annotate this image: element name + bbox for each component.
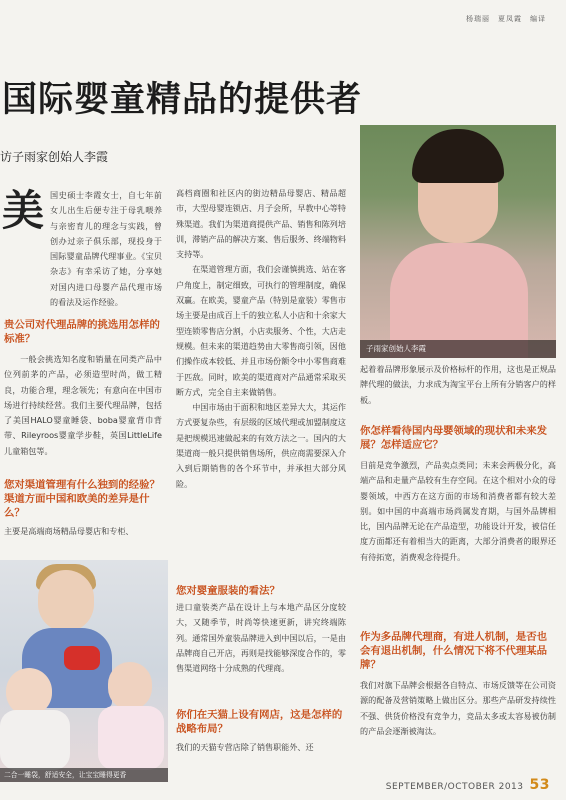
translator-credits: 杨瑞丽 夏凤霞 编译 <box>466 15 546 23</box>
answer-2-paragraph-start: 主要是高端商场精品母婴店和专柜、 <box>4 526 134 536</box>
article-title: 国际婴童精品的提供者 <box>2 80 363 120</box>
question-2 <box>4 478 162 520</box>
sleep-sack-left <box>0 710 70 770</box>
column-3-part-2 <box>360 458 556 565</box>
question-3 <box>176 584 346 598</box>
answer-6-paragraph: 我们对旗下品牌会根据各自特点、市场反馈等在公司资源的配备及营销策略上做出区分。那些产品研发持续性不强、供货价格没有竞争力，竞品太多或太容易被仿制的产品会逐渐被淘汰。 <box>360 680 556 736</box>
answer-3-paragraph: 进口童装类产品在设计上与本地产品区分度较大，又随季节，时尚等快速更新，讲究终端陈列。通常国外童装品牌进入到中国以后，一是由品牌商自己开店，再则是找能够深度合作的，零售渠道网络十分成熟的代理商。 <box>176 602 346 674</box>
answer-2-paragraph-cont: 高档商圈和社区内的街边精品母婴店、精品超市，大型母婴连锁店、月子会所，早教中心等特殊渠道。我们为渠道商提供产品、销售和陈列培训，滞销产品的解决方案、售后服务、终端物料支持等。 <box>176 188 346 260</box>
question-5-text: 你怎样看待国内母婴领域的现状和未来发展？怎样适应它？ <box>360 425 548 451</box>
baby-face-right <box>108 662 152 710</box>
founder-portrait <box>360 125 556 358</box>
photo-2-caption: 二合一睡袋，舒适安全，让宝宝睡得更香 <box>0 768 168 782</box>
bear-print <box>64 646 100 670</box>
column-1-answer-1 <box>4 352 162 459</box>
question-2-text: 您对渠道管理有什么独到的经验？渠道方面中国和欧美的差异是什么？ <box>4 479 160 519</box>
drop-cap: 美 <box>2 186 45 235</box>
intro-paragraph: 国史硕士李霞女士，自七年前女儿出生后便专注于母乳喂养与亲密育儿的理念与实践，曾创办过亲子俱乐部，现投身于国际婴童品牌代理事业。《宝贝杂志》有幸采访了她，分享她对国内进口母婴产品代理市场的看法及运作经验。 <box>50 190 162 308</box>
question-4-text: 你们在天猫上设有网店，这是怎样的战略布局？ <box>176 709 343 735</box>
column-2-part-2 <box>176 600 346 676</box>
column-3-part-3 <box>360 678 556 739</box>
product-photo-kids <box>0 560 168 782</box>
answer-1-paragraph: 一般会挑选知名度和销量在同类产品中位列前茅的产品，必须造型时尚，做工精良，功能合理，理念领先；有意向在中国市场进行持续经营。我们主要代理品牌，包括了美国HALO婴童睡袋、boba婴童背巾背带、Rileyroos婴童学步鞋，英国LittleLife儿童箱包等。 <box>4 354 162 456</box>
article-subtitle: 访子雨家创始人李霞 <box>0 150 109 164</box>
page-number: 53 <box>529 777 550 793</box>
question-5 <box>360 424 556 452</box>
photo-1-caption: 子雨家创始人李霞 <box>360 340 556 358</box>
answer-2-paragraph-3: 中国市场由于面积和地区差异大大，其运作方式要复杂些，有层级的区域代理或加盟制度这是把规模迅速做起来的有效方法之一。国内的大渠道商一般只提供销售场所，供应商需要深入介入到后期销售的各个环节中，并承担大部分风险。 <box>176 402 346 489</box>
column-3-part-1 <box>360 362 556 408</box>
column-1-answer-2 <box>4 524 162 539</box>
page-footer <box>386 777 550 793</box>
column-1-intro <box>50 188 162 310</box>
question-1 <box>4 318 162 346</box>
baby-face-left <box>6 668 52 716</box>
question-6 <box>360 630 556 672</box>
question-1-text: 贵公司对代理品牌的挑选用怎样的标准？ <box>4 319 160 345</box>
question-3-text: 您对婴童服装的看法？ <box>176 585 280 597</box>
child-face <box>38 570 94 632</box>
issue-date: SEPTEMBER/OCTOBER 2013 <box>385 782 524 792</box>
sleep-sack-right <box>98 706 164 770</box>
portrait-hair <box>412 129 504 183</box>
answer-5-paragraph: 目前是竞争激烈，产品卖点类同；未来会两极分化，高端产品和走量产品较有生存空间。在这个相对小众的母婴领域，中西方在这方面的市场和消费者都有较大差别。如中国的中高端市场尚属发育期，与国外品牌相比，国内品牌无论在产品造型，功能设计开发，被信任度方面都还有着相当大的距离，大部分消费者的眼界还有待拓宽，消费观念待提升。 <box>360 460 556 562</box>
column-2-part-3 <box>176 740 346 755</box>
question-4 <box>176 708 346 736</box>
answer-4-paragraph-cont: 起着着品牌形象展示及价格标杆的作用，这也是正规品牌代理的做法，力求成为淘宝平台上所有分销客户的样板。 <box>360 364 556 405</box>
answer-4-paragraph-start: 我们的天猫专营店除了销售职能外、还 <box>176 742 314 752</box>
answer-2-paragraph-2: 在渠道管理方面，我们会谨慎挑选、站在客户角度上，制定细致，可执行的管理制度，确保双赢。在欧美，婴童产品（特别是童装）零售市场主要是由成百上千的独立私人小店和十余家大型连锁零售店分割，小店卖服务、个性，大店走规模。但未来的渠道趋势由大零售商引领，因他们操作成本较低、并且市场份额令中小零售商难于匹敌。同时，欧美的渠道商对产品通常采取买断方式，完全自主来做销售。 <box>176 264 346 397</box>
column-2-part-1 <box>176 186 346 492</box>
question-6-text: 作为多品牌代理商，有进人机制，是否也会有退出机制，什么情况下将不代理某品牌？ <box>360 631 548 671</box>
